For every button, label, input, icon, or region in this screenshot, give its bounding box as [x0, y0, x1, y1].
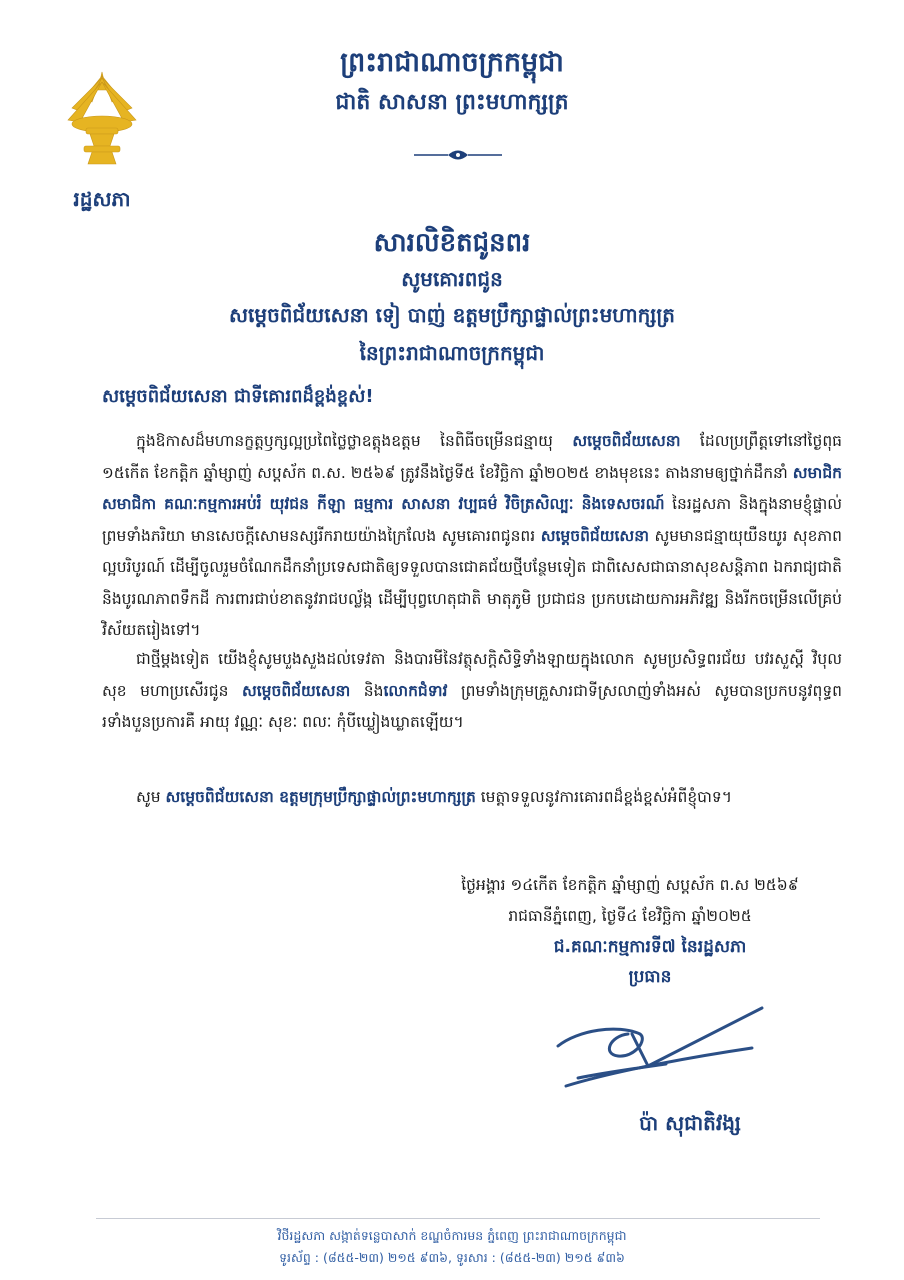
institution-label: រដ្ឋសភា [73, 187, 131, 211]
text-run: សូម [136, 788, 166, 806]
letter-subtitle: សូមគោរពជូន [401, 267, 503, 291]
letter-title: សារលិខិតជូនពរ [373, 228, 531, 258]
ornament-divider-icon [412, 148, 504, 162]
text-run: មេត្តាទទួលនូវការគោរពដ៏ខ្ពង់ខ្ពស់អំពីខ្ញុំបាទ។ [475, 788, 732, 806]
bold-run: សម្តេចពិជ័យសេនា [241, 681, 351, 700]
footer-divider [96, 1218, 820, 1219]
place-date: រាជធានីភ្នំពេញ, ថ្ងៃទី៤ ខែវិច្ឆិកា ឆ្នាំ២០២៥ [508, 907, 752, 925]
body-paragraph-2 [102, 644, 842, 739]
text-run: សូមមានជន្មាយុយឺនយូរ សុខភាពល្អបរិបូរណ៍ ដើម្បីចូលរួមចំណែកដឹកនាំប្រទេសជាតិឲ្យទទួលបានជោគជ័យថ្មីបន្ថែមទៀត ជាពិសេសជាធានាសុខសន្តិភាព ឯករាជ្យជាតិ និងបូរណភាពទឹកដី ការពារជាប់ខាតនូវរាជបល្ល័ង្ក ដើម្បីបុព្វហេតុជាតិ មាតុភូមិ ប្រជាជន ប្រកបដោយការអភិវឌ្ឍ និងរីកចម្រើនលើគ្រប់វិស័យតរៀងទៅ។ [102, 526, 843, 639]
body-paragraph-1 [102, 426, 842, 647]
lunar-date: ថ្ងៃអង្គារ ១៤កើត ខែកត្តិក ឆ្នាំម្សាញ់ សប្តស័ក ព.ស ២៥៦៩ [461, 876, 799, 894]
bold-run: សម្តេចពិជ័យសេនា ឧត្តមក្រុមប្រឹក្សាផ្ទាល់ព្រះមហាក្សត្រ [165, 788, 476, 806]
signatory-organization: ជ.គណៈកម្មការទី៧ នៃរដ្ឋសភា [553, 937, 747, 957]
handwritten-signature-icon [548, 1000, 770, 1094]
footer-address: វិថីរដ្ឋសភា សង្កាត់ទន្លេបាសាក់ ខណ្ឌចំការមន ភ្នំពេញ ព្រះរាជាណាចក្រកម្ពុជា [277, 1228, 627, 1243]
bold-run: សម្តេចពិជ័យសេនា [540, 526, 649, 545]
bold-run: លោកជំទាវ [383, 681, 448, 700]
text-run: និង [350, 681, 384, 700]
text-run: ជាថ្មីម្តងទៀត យើងខ្ញុំសូមបួងសួងដល់ទេវតា និងបារមីនៃវត្ថុសក្តិសិទ្ធិទាំងឡាយក្នុងលោក សូមប្រសិទ្ធពរជ័យ បវរសួស្តី វិបុលសុខ មហាប្រសើរជូន [102, 650, 842, 700]
signatory-role: ប្រធាន [628, 967, 672, 987]
recipient-line-1: សម្តេចពិជ័យសេនា ទៀ បាញ់ ឧត្តមប្រឹក្សាផ្ទាល់ព្រះមហាក្សត្រ [229, 303, 675, 327]
kingdom-heading: ព្រះរាជាណាចក្រកម្ពុជា [340, 47, 564, 78]
signer-name: ប៉ា សុជាតិវង្ស [639, 1111, 741, 1135]
body-paragraph-3 [102, 782, 842, 814]
salutation: សម្តេចពិជ័យសេនា ជាទីគោរពដ៏ខ្ពង់ខ្ពស់! [102, 386, 374, 407]
footer-contacts: ទូរស័ព្ទ : (៨៥៥-២៣) ២១៥ ៩៣៦, ទូរសារ : (៨៥៥-២៣) ២១៥ ៩៣៦ [279, 1250, 625, 1265]
signatory-block [470, 932, 830, 992]
text-run: ក្នុងឱកាសដ៏មហានក្ខត្តឫក្សល្អប្រពៃថ្លៃថ្លាឧត្តុងឧត្តម នៃពិធីចម្រើនជន្មាយុ [136, 432, 573, 450]
recipient-line-2: នៃព្រះរាជាណាចក្រកម្ពុជា [359, 341, 545, 365]
national-motto: ជាតិ សាសនា ព្រះមហាក្សត្រ [335, 90, 569, 115]
text-run: ព្រមទាំងក្រុមគ្រួសារជាទីស្រលាញ់ទាំងអស់ សូមបានប្រកបនូវពុទ្ធពរទាំងបួនប្រការគឺ អាយុ វណ្ណៈ សុខៈ ពលៈ កុំបីឃ្លៀងឃ្លាតឡើយ។ [102, 681, 842, 731]
bold-run: សម្តេចពិជ័យសេនា [572, 432, 681, 450]
date-block [420, 870, 840, 932]
text-run: ដែលប្រព្រឹត្តទៅនៅថ្ងៃពុធ ១៥កើត ខែកត្តិក ឆ្នាំម្សាញ់ សប្តស័ក ព.ស. ២៥៦៩ ត្រូវនឹងថ្ងៃទី៥ ខែវិច្ឆិកា ឆ្នាំ២០២៥ ខាងមុខនេះ តាងនាមឲ្យថ្នាក់ដឹកនាំ [102, 432, 842, 482]
bold-run: សមាជិក សមាជិកា គណៈកម្មការអប់រំ យុវជន កីឡា ធម្មការ សាសនា វប្បធម៌ វិចិត្រសិល្បៈ និងទេសចរណ៍ [102, 463, 842, 513]
text-run: នៃរដ្ឋសភា និងក្នុងនាមខ្ញុំផ្ទាល់ ព្រមទាំងភរិយា មានសេចក្តីសោមនស្សរីករាយយ៉ាងក្រៃលែង សូមគោរពជូនពរ [102, 495, 842, 545]
